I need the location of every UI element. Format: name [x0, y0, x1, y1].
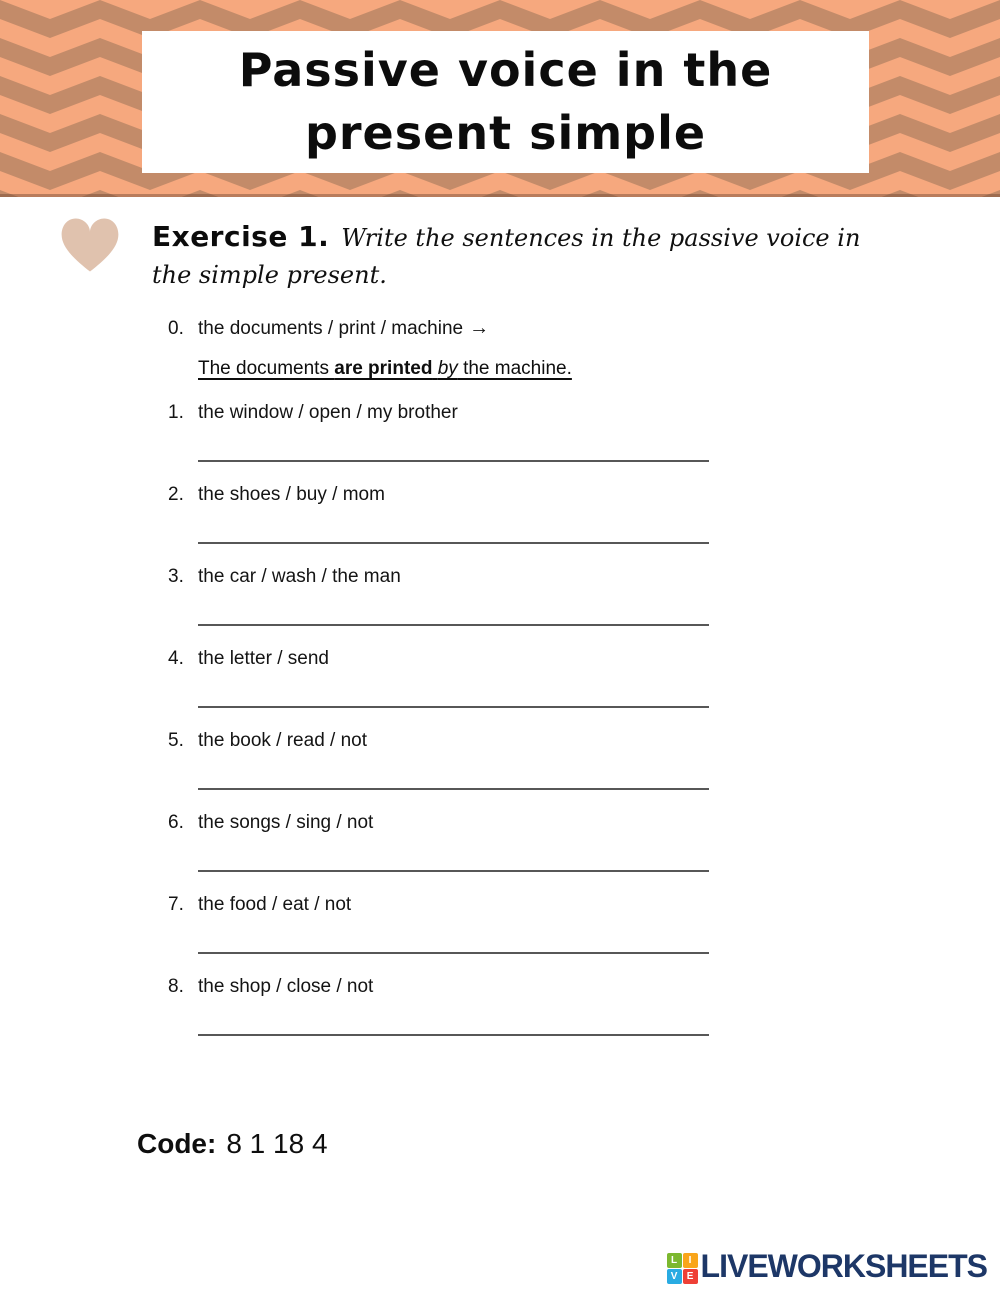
item-number: 2. — [168, 484, 184, 505]
answer-line-1[interactable] — [198, 460, 709, 462]
item-prompt: the shop / close / not — [198, 976, 374, 997]
answer-line-2[interactable] — [198, 542, 709, 544]
item-prompt: the window / open / my brother — [198, 402, 458, 423]
example-prompt-row — [168, 317, 1000, 340]
heart-icon — [59, 216, 121, 274]
exercise-list — [0, 317, 1000, 1036]
exercise-label: Exercise 1. — [152, 220, 330, 253]
heart-shape — [62, 218, 119, 271]
list-item — [0, 647, 1000, 708]
item-prompt: the letter / send — [198, 648, 329, 669]
logo-square-i: I — [683, 1253, 698, 1268]
list-item — [0, 401, 1000, 462]
code-line — [137, 1128, 1000, 1160]
answer-line-3[interactable] — [198, 624, 709, 626]
worksheet-body — [0, 197, 1000, 1160]
item-prompt-row — [168, 565, 1000, 588]
logo-square-e: E — [683, 1269, 698, 1284]
answer-text: The documents — [198, 358, 335, 379]
item-prompt: the documents / print / machine — [198, 318, 464, 339]
list-item — [0, 893, 1000, 954]
example-item — [0, 317, 1000, 380]
item-number: 7. — [168, 894, 184, 915]
item-prompt-row — [168, 483, 1000, 506]
item-prompt: the book / read / not — [198, 730, 368, 751]
page-title-line2: present simple — [304, 106, 707, 160]
item-prompt: the car / wash / the man — [198, 566, 401, 587]
answer-line-5[interactable] — [198, 788, 709, 790]
item-prompt: the food / eat / not — [198, 894, 352, 915]
answer-line-6[interactable] — [198, 870, 709, 872]
item-prompt-row — [168, 729, 1000, 752]
code-value: 8 1 18 4 — [226, 1128, 328, 1159]
answer-line-4[interactable] — [198, 706, 709, 708]
title-box — [142, 31, 869, 173]
right-arrow-icon: → — [469, 317, 490, 339]
worksheet-header — [0, 0, 1000, 197]
answer-text-bold: are printed — [334, 358, 433, 379]
item-number: 1. — [168, 402, 184, 423]
item-number: 6. — [168, 812, 184, 833]
list-item — [0, 565, 1000, 626]
item-number: 8. — [168, 976, 184, 997]
exercise-heading — [152, 218, 864, 294]
item-number: 4. — [168, 648, 184, 669]
list-item — [0, 729, 1000, 790]
logo-wordmark: LIVEWORKSHEETS — [700, 1248, 987, 1284]
liveworksheets-logo-icon — [667, 1253, 698, 1284]
list-item — [0, 811, 1000, 872]
list-item — [0, 975, 1000, 1036]
item-prompt-row — [168, 401, 1000, 424]
list-item — [0, 483, 1000, 544]
logo-square-l: L — [667, 1253, 682, 1268]
item-number: 0. — [168, 318, 184, 339]
item-number: 5. — [168, 730, 184, 751]
answer-line-8[interactable] — [198, 1034, 709, 1036]
page-title-line1: Passive voice in the — [238, 43, 773, 97]
item-prompt: the shoes / buy / mom — [198, 484, 385, 505]
answer-line-7[interactable] — [198, 952, 709, 954]
item-prompt: the songs / sing / not — [198, 812, 374, 833]
answer-text: the machine. — [457, 358, 572, 379]
example-answer — [198, 357, 1000, 380]
item-prompt-row — [168, 811, 1000, 834]
logo-square-v: V — [667, 1269, 682, 1284]
item-prompt-row — [168, 893, 1000, 916]
item-prompt-row — [168, 975, 1000, 998]
exercise-instruction: Write the sentences in the passive voice in the simple present. — [152, 224, 861, 289]
answer-text-italic: by — [437, 358, 458, 379]
item-number: 3. — [168, 566, 184, 587]
code-label: Code: — [137, 1128, 217, 1159]
liveworksheets-logo — [667, 1248, 987, 1285]
item-prompt-row — [168, 647, 1000, 670]
